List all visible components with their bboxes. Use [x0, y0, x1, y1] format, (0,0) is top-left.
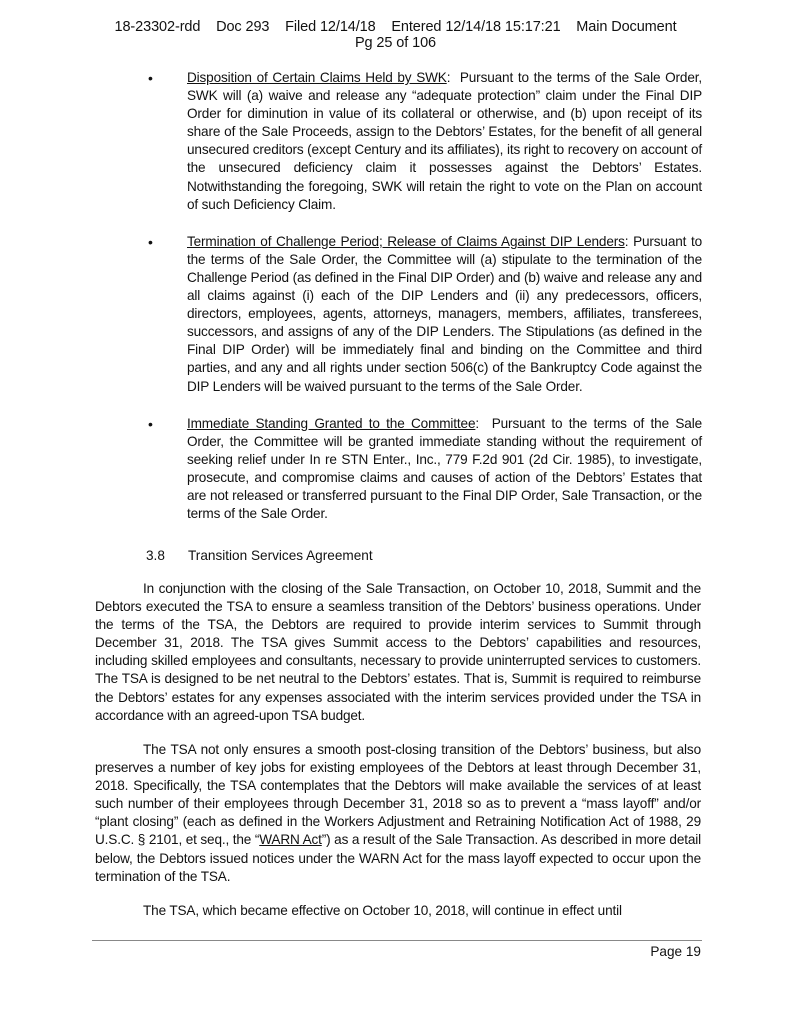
bullet-item-swk-claims [146, 69, 702, 214]
bullet-separator: : [624, 233, 634, 249]
bullet-separator: : [475, 415, 492, 431]
paragraph-text: The TSA not only ensures a smooth post-closing transition of the Debtors’ business, but also preserves a number of key jobs for existing employees of the Debtors at least through December 31, 2018. Specifically, the TSA contemplates that the Debtors will make available the services of at least such number of their employees through December 31, 2018 so as to prevent a “mass layoff” and/or “plant closing” (each as defined in the Workers Adjustment and Retraining Notification Act of 1988, 29 U.S.C. § 2101, et seq., the “ [95, 742, 701, 848]
section-number: 3.8 [146, 548, 165, 563]
bullet-dot-icon: • [148, 70, 153, 86]
docket-header [0, 19, 791, 51]
bullet-text: Pursuant to the terms of the Sale Order, the Committee will be granted immediate standing without the requirement of seeking relief under In re STN Enter., Inc., 779 F.2d 901 (2d Cir. 1985), to investigate, prosecute, and compromise claims and causes of action of the Debtors’ Estates that are not released or transferred pursuant to the Final DIP Order, Sale Transaction, or the terms of the Sale Order. [187, 415, 702, 522]
body-paragraph-tsa-term: The TSA, which became effective on October 10, 2018, will continue in effect until [143, 903, 622, 918]
footer-divider [92, 940, 702, 941]
bullet-item-committee-standing [146, 415, 702, 524]
bullet-dot-icon: • [148, 415, 153, 432]
bullet-dot-icon: • [148, 233, 153, 250]
paragraph-text: ”) as a result of the Sale Transaction. As described in more detail below, the Debtors issued notices under the WARN Act for the mass layoff expected to occur upon the termination of the TSA. [95, 832, 702, 884]
section-title: Transition Services Agreement [188, 548, 373, 563]
bullet-heading: Disposition of Certain Claims Held by SWK [187, 70, 447, 85]
bullet-separator: : [446, 70, 460, 85]
docket-header-page-count: Pg 25 of 106 [354, 35, 437, 51]
defined-term-warn-act: WARN Act [259, 832, 322, 848]
bullet-item-challenge-period [146, 233, 702, 396]
bullet-list [146, 69, 702, 542]
docket-header-line1: 18-23302-rdd Doc 293 Filed 12/14/18 Entered 12/14/18 15:17:21 Main Document [114, 19, 677, 35]
bullet-text: Pursuant to the terms of the Sale Order, SWK will (a) waive and release any “adequate protection” claim under the Final DIP Order for diminution in value of its collateral or otherwise, and (b) upon receipt of its share of the Sale Proceeds, assign to the Debtors’ Estates, for the benefit of all general unsecured creditors (except Century and its affiliates), its right to recovery on account of the unsecured deficiency claim it possesses against the Debtors’ Estates. Notwithstanding the foregoing, SWK will retain the right to vote on the Plan on account of such Deficiency Claim. [187, 70, 702, 212]
body-paragraph-tsa-overview: In conjunction with the closing of the Sale Transaction, on October 10, 2018, Summit and the Debtors executed the TSA to ensure a seamless transition of the Debtors’ business operations. Under the terms of the TSA, the Debtors are required to provide interim services to Summit through December 31, 2018. The TSA gives Summit access to the Debtors’ capabilities and resources, including skilled employees and consultants, necessary to provide uninterrupted services to customers. The TSA is designed to be net neutral to the Debtors’ estates. That is, Summit is required to reimburse the Debtors’ estates for any expenses associated with the interim services provided under the TSA in accordance with an agreed-upon TSA budget. [95, 581, 701, 723]
bullet-text: Pursuant to the terms of the Sale Order, the Committee will (a) stipulate to the termination of the Challenge Period (as defined in the Final DIP Order) and (b) waive and release any and all claims against (i) each of the DIP Lenders and (ii) any predecessors, officers, directors, employees, agents, attorneys, managers, members, affiliates, transferees, successors, and assigns of any of the DIP Lenders. The Stipulations (as defined in the Final DIP Order) will be immediately final and binding on the Committee and third parties, and any and all rights under section 506(c) of the Bankruptcy Code against the DIP Lenders will be waived pursuant to the terms of the Sale Order. [187, 233, 702, 394]
bullet-heading: Immediate Standing Granted to the Committee [187, 415, 476, 431]
section-heading [146, 547, 373, 565]
bullet-heading: Termination of Challenge Period; Release of Claims Against DIP Lenders [187, 233, 625, 249]
body-paragraph-tsa-jobs [95, 741, 701, 886]
bullet-paragraph [187, 233, 702, 396]
bullet-paragraph [187, 415, 702, 524]
page-number: Page 19 [650, 944, 701, 959]
bullet-paragraph [187, 69, 702, 214]
